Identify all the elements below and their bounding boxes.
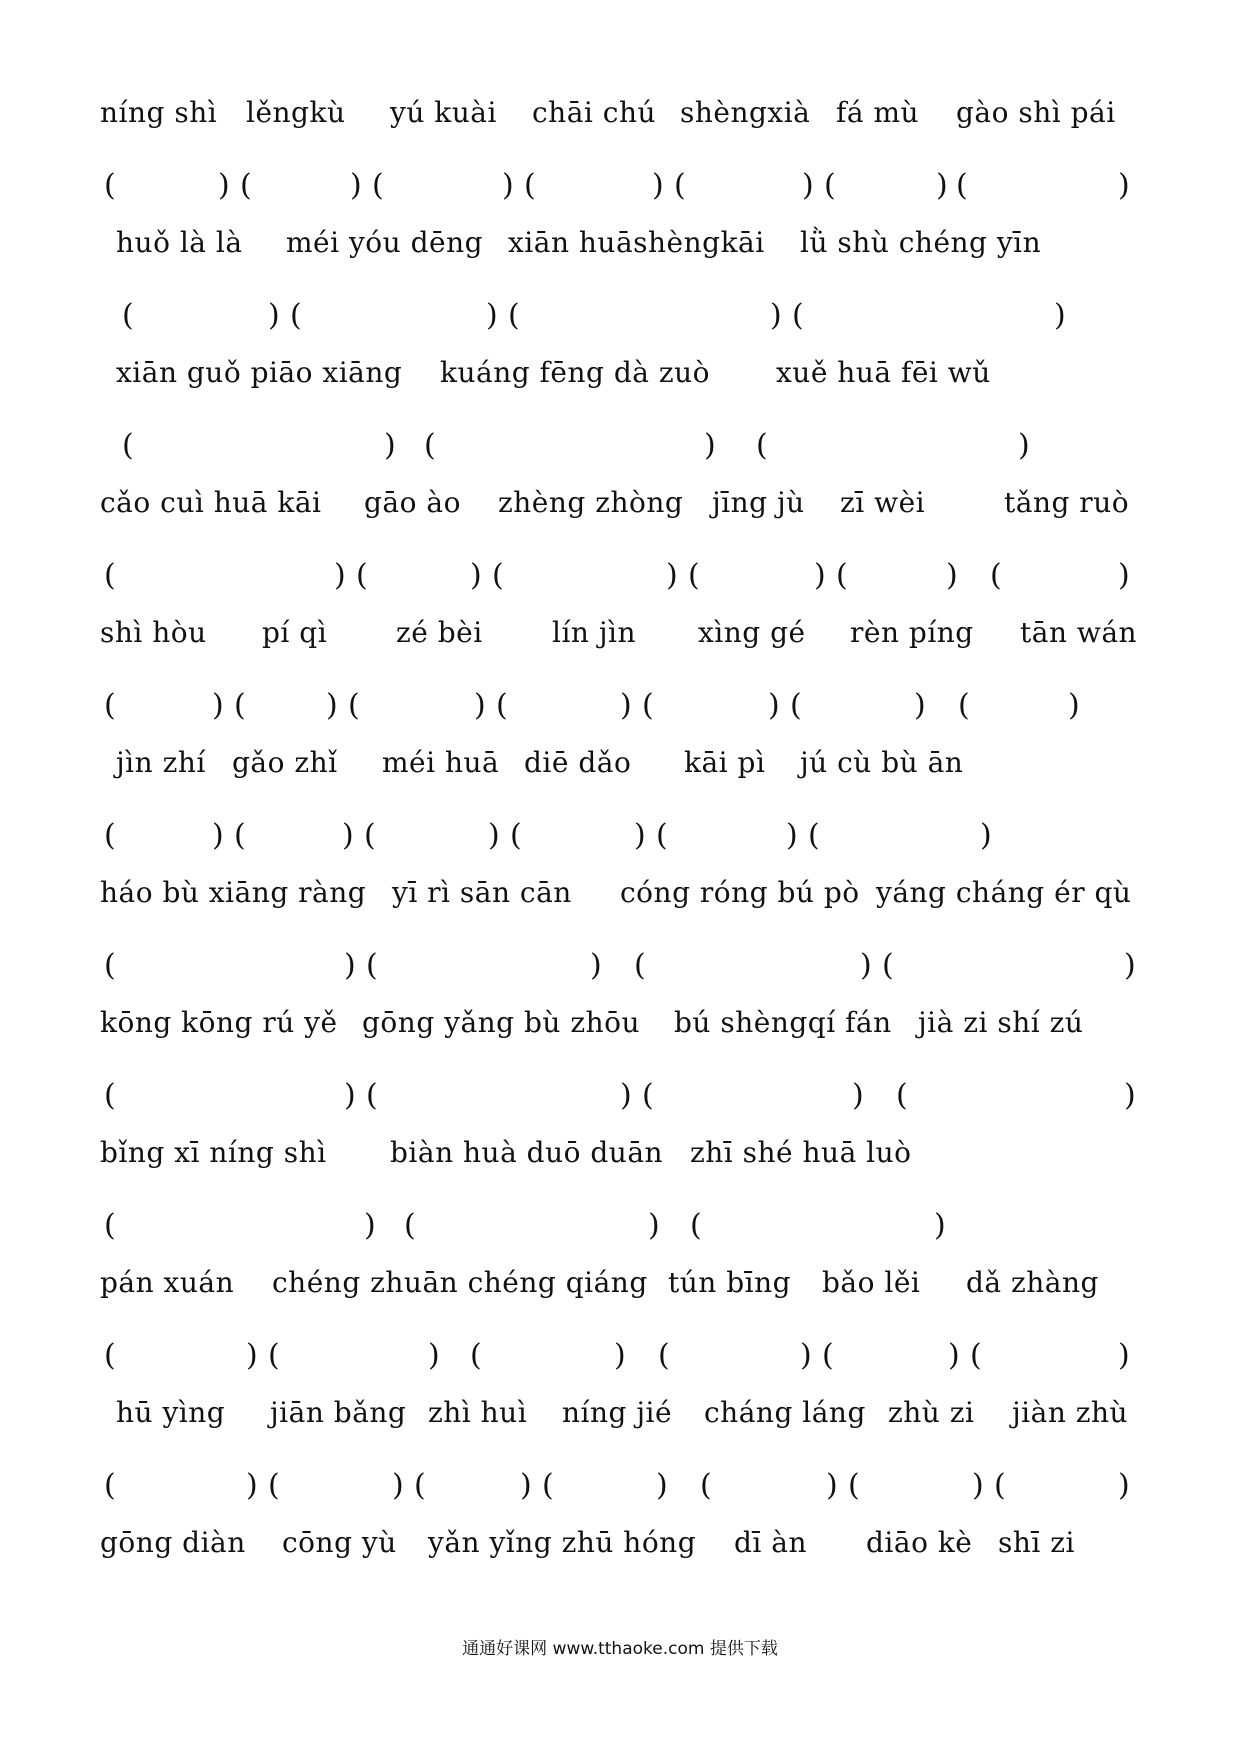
pinyin-word: bǎo lěi — [822, 1266, 921, 1299]
answer-blank[interactable]: ( — [240, 168, 252, 203]
pinyin-word: diāo kè — [866, 1526, 973, 1559]
answer-blank[interactable]: ( — [366, 948, 378, 983]
pinyin-word: yǎn yǐng zhū hóng — [428, 1526, 697, 1559]
answer-blank[interactable]: ( — [372, 168, 384, 203]
pinyin-word: háo bù xiāng ràng — [100, 876, 367, 909]
pinyin-word: gào shì pái — [956, 96, 1116, 129]
answer-row: ( ) ( ) ( ) ( ) ( ) ( ) ( ) — [0, 166, 1240, 216]
pinyin-word: xuě huā fēi wǔ — [776, 356, 991, 389]
answer-blank[interactable]: ( — [824, 168, 836, 203]
pinyin-word: biàn huà duō duān — [390, 1136, 664, 1169]
answer-blank[interactable]: ( — [700, 1468, 712, 1503]
pinyin-word: diē dǎo — [524, 746, 632, 779]
pinyin-word: cǎo cuì huā kāi — [100, 486, 322, 519]
answer-blank[interactable]: ( — [822, 1338, 834, 1373]
pinyin-row — [0, 96, 1240, 146]
pinyin-word: yī rì sān cān — [392, 876, 572, 909]
answer-blank[interactable]: ( — [290, 298, 302, 333]
pinyin-word: huǒ là là — [116, 226, 243, 259]
pinyin-word: cōng yù — [282, 1526, 397, 1559]
pinyin-row — [0, 616, 1240, 666]
answer-blank[interactable]: ( — [994, 1468, 1006, 1503]
answer-blank[interactable]: ( — [642, 1078, 654, 1113]
answer-blank[interactable]: ( — [790, 688, 802, 723]
answer-blank[interactable]: ( — [836, 558, 848, 593]
answer-blank[interactable]: ( — [356, 558, 368, 593]
answer-blank[interactable]: ( — [470, 1338, 482, 1373]
answer-blank[interactable]: ( — [104, 688, 116, 723]
answer-row: ( ) ( ) ( ) — [0, 1206, 1240, 1256]
pinyin-word: jià zi shí zú — [918, 1006, 1084, 1039]
pinyin-word: lǜ shù chéng yīn — [800, 226, 1042, 259]
pinyin-row — [0, 746, 1240, 796]
pinyin-word: bǐng xī níng shì — [100, 1136, 327, 1169]
answer-blank[interactable]: ( — [958, 688, 970, 723]
answer-blank[interactable]: ( — [524, 168, 536, 203]
answer-row: ( ) ( ) ( ) ( ) — [0, 946, 1240, 996]
answer-blank[interactable]: ( — [104, 1468, 116, 1503]
pinyin-row — [0, 1396, 1240, 1446]
pinyin-word: jiān bǎng — [270, 1396, 407, 1429]
answer-blank[interactable]: ( — [104, 818, 116, 853]
answer-blank[interactable]: ( — [104, 1078, 116, 1113]
pinyin-word: zé bèi — [396, 616, 483, 649]
answer-blank[interactable]: ( — [792, 298, 804, 333]
pinyin-word: chāi chú — [532, 96, 657, 129]
answer-row: ( ) ( ) ( ) ( ) ( ) ( ) — [0, 556, 1240, 606]
answer-blank[interactable]: ( — [674, 168, 686, 203]
pinyin-word: níng jié — [562, 1396, 673, 1429]
answer-row: ( ) ( ) ( ) ( ) ( ) ( ) — [0, 1336, 1240, 1386]
pinyin-row — [0, 876, 1240, 926]
pinyin-word: zhù zi — [888, 1396, 975, 1429]
answer-blank[interactable]: ( — [492, 558, 504, 593]
answer-blank[interactable]: ( — [542, 1468, 554, 1503]
pinyin-word: cháng láng — [704, 1396, 866, 1429]
pinyin-word: jīng jù — [712, 486, 805, 519]
pinyin-word: rèn píng — [850, 616, 974, 649]
answer-blank[interactable]: ( — [690, 1208, 702, 1243]
pinyin-word: gāo ào — [364, 486, 461, 519]
answer-blank[interactable]: ( — [970, 1338, 982, 1373]
answer-blank[interactable]: ( — [896, 1078, 908, 1113]
pinyin-row — [0, 1136, 1240, 1186]
answer-blank[interactable]: ( — [234, 688, 246, 723]
answer-blank[interactable]: ( — [496, 688, 508, 723]
answer-blank[interactable]: ( — [642, 688, 654, 723]
pinyin-row — [0, 356, 1240, 406]
answer-blank[interactable]: ( — [658, 1338, 670, 1373]
answer-blank[interactable]: ( — [364, 818, 376, 853]
answer-blank[interactable]: ( — [366, 1078, 378, 1113]
answer-blank[interactable]: ( — [104, 1208, 116, 1243]
pinyin-word: zī wèi — [840, 486, 926, 519]
answer-row: ( ) ( ) ( ) — [0, 426, 1240, 476]
answer-blank[interactable]: ( — [104, 168, 116, 203]
pinyin-row — [0, 1266, 1240, 1316]
answer-blank[interactable]: ( — [104, 558, 116, 593]
answer-blank[interactable]: ( — [424, 428, 436, 463]
answer-blank[interactable]: ( — [268, 1468, 280, 1503]
pinyin-word: dī àn — [734, 1526, 808, 1559]
answer-blank[interactable]: ( — [634, 948, 646, 983]
pinyin-word: kāi pì — [684, 746, 766, 779]
pinyin-word: yú kuài — [390, 96, 497, 129]
pinyin-word: zhì huì — [428, 1396, 528, 1429]
pinyin-word: jìn zhí — [116, 746, 206, 779]
pinyin-word: kuáng fēng dà zuò — [440, 356, 711, 389]
pinyin-word: shì hòu — [100, 616, 207, 649]
answer-blank[interactable]: ( — [990, 558, 1002, 593]
answer-blank[interactable]: ( — [848, 1468, 860, 1503]
pinyin-word: gǎo zhǐ — [232, 746, 338, 779]
pinyin-word: dǎ zhàng — [966, 1266, 1099, 1299]
pinyin-word: bú shèngqí fán — [674, 1006, 892, 1039]
answer-blank[interactable]: ( — [104, 1338, 116, 1373]
pinyin-word: shī zi — [998, 1526, 1075, 1559]
pinyin-row — [0, 1006, 1240, 1056]
pinyin-word: kōng kōng rú yě — [100, 1006, 338, 1039]
pinyin-word: tún bīng — [668, 1266, 792, 1299]
pinyin-row — [0, 226, 1240, 276]
pinyin-word: pí qì — [262, 616, 328, 649]
pinyin-word: tǎng ruò — [1004, 486, 1130, 519]
answer-blank[interactable]: ( — [882, 948, 894, 983]
pinyin-word: pán xuán — [100, 1266, 235, 1299]
pinyin-word: shèngxià — [680, 96, 811, 129]
answer-blank[interactable]: ( — [688, 558, 700, 593]
pinyin-word: fá mù — [836, 96, 920, 129]
answer-blank[interactable]: ( — [268, 1338, 280, 1373]
pinyin-word: xiān guǒ piāo xiāng — [116, 356, 403, 389]
pinyin-word: cóng róng bú pò — [620, 876, 860, 909]
pinyin-word: méi yóu dēng — [286, 226, 484, 259]
answer-blank[interactable]: ( — [510, 818, 522, 853]
pinyin-word: jiàn zhù — [1012, 1396, 1129, 1429]
footer-source: 通通好课网 www.tthaoke.com 提供下载 — [462, 1639, 778, 1659]
answer-blank[interactable]: ( — [956, 168, 968, 203]
pinyin-word: xiān huāshèngkāi — [508, 226, 765, 259]
answer-blank[interactable]: ( — [508, 298, 520, 333]
answer-row: ( ) ( ) ( ) ( ) ( ) ( ) ( ) — [0, 1466, 1240, 1516]
answer-blank[interactable]: ( — [104, 948, 116, 983]
answer-blank[interactable]: ( — [234, 818, 246, 853]
answer-row: ( ) ( ) ( ) ( ) ( ) ( ) — [0, 816, 1240, 866]
pinyin-word: hū yìng — [116, 1396, 226, 1429]
pinyin-word: níng shì — [100, 96, 218, 129]
pinyin-word: chéng zhuān chéng qiáng — [272, 1266, 648, 1299]
pinyin-word: xìng gé — [698, 616, 806, 649]
answer-blank[interactable]: ( — [348, 688, 360, 723]
answer-blank[interactable]: ( — [404, 1208, 416, 1243]
pinyin-word: gōng diàn — [100, 1526, 246, 1559]
pinyin-row — [0, 486, 1240, 536]
pinyin-word: lěngkù — [246, 96, 346, 129]
answer-blank[interactable]: ( — [756, 428, 768, 463]
pinyin-word: gōng yǎng bù zhōu — [362, 1006, 641, 1039]
pinyin-word: méi huā — [382, 746, 500, 779]
pinyin-word: yáng cháng ér qù — [876, 876, 1132, 909]
answer-blank[interactable]: ( — [808, 818, 820, 853]
answer-row: ( ) ( ) ( ) ( ) ( ) ( ) ( ) — [0, 686, 1240, 736]
answer-blank[interactable]: ( — [414, 1468, 426, 1503]
answer-row: ( ) ( ) ( ) ( ) — [0, 1076, 1240, 1126]
answer-blank[interactable]: ( — [122, 298, 134, 333]
pinyin-word: zhī shé huā luò — [690, 1136, 912, 1169]
pinyin-word: tān wán — [1020, 616, 1138, 649]
pinyin-word: jú cù bù ān — [800, 746, 964, 779]
pinyin-word: lín jìn — [552, 616, 637, 649]
pinyin-row — [0, 1526, 1240, 1576]
answer-row: ( ) ( ) ( ) ( ) — [0, 296, 1240, 346]
pinyin-word: zhèng zhòng — [498, 486, 684, 519]
answer-blank[interactable]: ( — [122, 428, 134, 463]
answer-blank[interactable]: ( — [656, 818, 668, 853]
